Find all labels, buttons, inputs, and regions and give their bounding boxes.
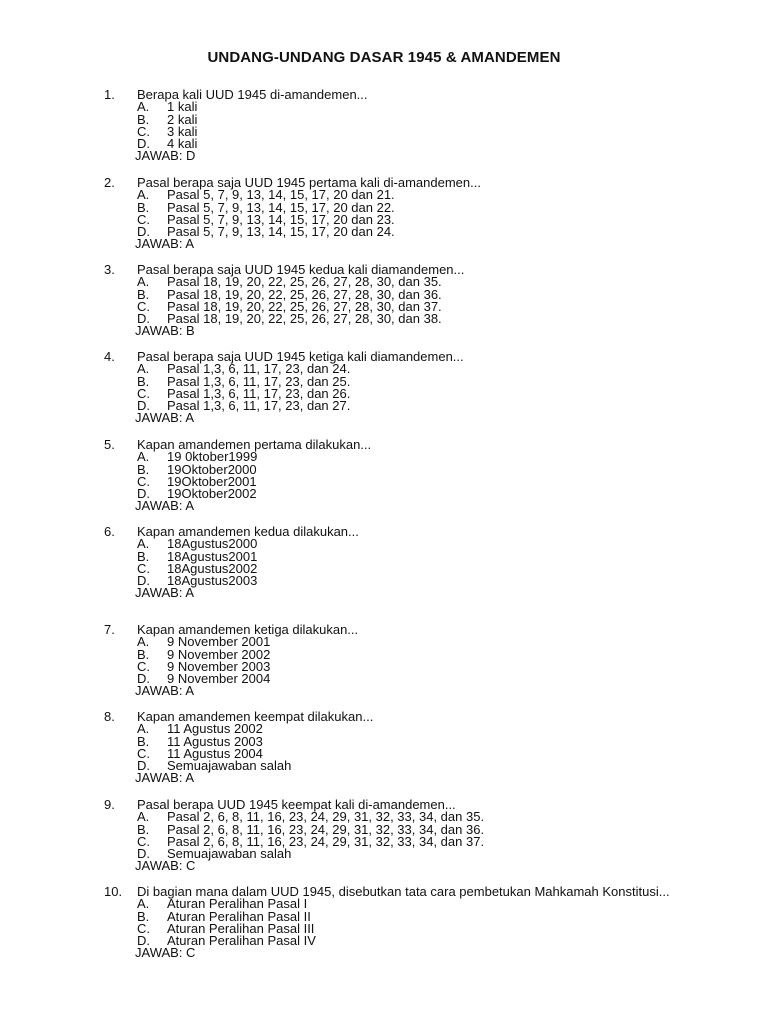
option-letter: D. — [137, 311, 150, 327]
option-letter: B. — [137, 199, 150, 215]
option-letter: A. — [137, 361, 150, 377]
option-d — [104, 488, 744, 500]
option-text: 9 November 2004 — [167, 671, 271, 687]
option-text: 19 0ktober1999 — [167, 449, 258, 465]
option-letter: D. — [137, 671, 150, 687]
option-text: 4 kali — [167, 136, 198, 152]
answer-text: JAWAB: A — [135, 683, 194, 699]
option-text: 11 Agustus 2003 — [167, 733, 263, 749]
question-number: 2. — [104, 175, 115, 190]
question-1 — [104, 89, 744, 163]
option-letter: D. — [137, 846, 150, 862]
option-letter: C. — [137, 920, 150, 936]
question-text: Kapan amandemen pertama dilakukan... — [137, 437, 372, 452]
question-9 — [104, 799, 744, 873]
option-letter: D. — [137, 573, 150, 589]
question-4 — [104, 351, 744, 425]
option-letter: D. — [137, 933, 150, 949]
option-text: Pasal 1,3, 6, 11, 17, 23, dan 26. — [167, 385, 351, 401]
option-letter: B. — [137, 548, 150, 564]
option-d — [104, 760, 744, 772]
question-text: Pasal berapa saja UUD 1945 ketiga kali diamandemen... — [137, 349, 464, 364]
option-letter: D. — [137, 398, 150, 414]
question-10 — [104, 886, 744, 960]
option-text: Pasal 2, 6, 8, 11, 16, 23, 24, 29, 31, 32, 33, 34, dan 37. — [167, 833, 485, 849]
question-number: 5. — [104, 437, 115, 452]
answer-line — [104, 685, 744, 697]
option-d — [104, 138, 744, 150]
option-letter: A. — [137, 536, 150, 552]
option-letter: D. — [137, 486, 150, 502]
option-letter: A. — [137, 721, 150, 737]
option-letter: B. — [137, 111, 150, 127]
answer-line — [104, 500, 744, 512]
option-letter: A. — [137, 809, 150, 825]
option-letter: D. — [137, 224, 150, 240]
answer-line — [104, 947, 744, 959]
option-d — [104, 400, 744, 412]
option-text: Semuajawaban salah — [167, 846, 292, 862]
option-text: 19Oktober2002 — [167, 486, 257, 502]
option-text: Aturan Peralihan Pasal I — [167, 896, 308, 912]
option-text: Pasal 1,3, 6, 11, 17, 23, dan 25. — [167, 373, 351, 389]
answer-line — [104, 238, 744, 250]
answer-text: JAWAB: B — [135, 323, 195, 339]
answer-text: JAWAB: C — [135, 945, 196, 961]
option-d — [104, 673, 744, 685]
option-text: Pasal 2, 6, 8, 11, 16, 23, 24, 29, 31, 32, 33, 34, dan 35. — [167, 809, 485, 825]
option-letter: A. — [137, 187, 150, 203]
option-text: 19Oktober2001 — [167, 473, 257, 489]
option-text: Pasal 5, 7, 9, 13, 14, 15, 17, 20 dan 23. — [167, 211, 395, 227]
answer-line — [104, 860, 744, 872]
option-d — [104, 575, 744, 587]
option-letter: B. — [137, 461, 150, 477]
answer-text: JAWAB: C — [135, 858, 196, 874]
option-letter: D. — [137, 758, 150, 774]
question-number: 6. — [104, 524, 115, 539]
option-text: 9 November 2003 — [167, 658, 271, 674]
option-text: Pasal 1,3, 6, 11, 17, 23, dan 24. — [167, 361, 351, 377]
option-text: 9 November 2002 — [167, 646, 271, 662]
question-text: Di bagian mana dalam UUD 1945, disebutkan tata cara pembetukan Mahkamah Konstitusi... — [137, 884, 670, 899]
option-letter: C. — [137, 473, 150, 489]
question-5 — [104, 439, 744, 513]
page-title: UNDANG-UNDANG DASAR 1945 & AMANDEMEN — [207, 49, 561, 66]
answer-text: JAWAB: A — [135, 498, 194, 514]
option-letter: C. — [137, 298, 150, 314]
option-letter: B. — [137, 646, 150, 662]
question-text: Pasal berapa UUD 1945 keempat kali di-amandemen... — [137, 797, 456, 812]
option-letter: C. — [137, 211, 150, 227]
option-text: Aturan Peralihan Pasal IV — [167, 933, 316, 949]
option-letter: A. — [137, 896, 150, 912]
option-letter: B. — [137, 733, 150, 749]
question-number: 7. — [104, 622, 115, 637]
option-letter: C. — [137, 560, 150, 576]
question-number: 3. — [104, 262, 115, 277]
answer-text: JAWAB: A — [135, 770, 194, 786]
option-text: 1 kali — [167, 99, 198, 115]
option-text: Semuajawaban salah — [167, 758, 292, 774]
answer-line — [104, 772, 744, 784]
option-text: Aturan Peralihan Pasal III — [167, 920, 315, 936]
option-d — [104, 935, 744, 947]
question-number: 8. — [104, 709, 115, 724]
option-letter: C. — [137, 123, 150, 139]
question-8 — [104, 711, 744, 785]
option-text: Pasal 18, 19, 20, 22, 25, 26, 27, 28, 30, dan 35. — [167, 274, 442, 290]
option-text: 2 kali — [167, 111, 198, 127]
option-text: Aturan Peralihan Pasal II — [167, 908, 311, 924]
answer-line — [104, 412, 744, 424]
option-a — [104, 101, 744, 113]
question-6 — [104, 526, 744, 600]
option-d — [104, 848, 744, 860]
question-text: Pasal berapa saja UUD 1945 kedua kali diamandemen... — [137, 262, 465, 277]
option-b — [104, 111, 744, 127]
option-letter: B. — [137, 286, 150, 302]
question-number: 9. — [104, 797, 115, 812]
question-2 — [104, 177, 744, 251]
question-3 — [104, 264, 744, 338]
option-text: 18Agustus2002 — [167, 560, 258, 576]
question-7 — [104, 624, 744, 698]
question-number: 4. — [104, 349, 115, 364]
option-d — [104, 226, 744, 238]
question-number: 10. — [104, 884, 123, 899]
question-text: Berapa kali UUD 1945 di-amandemen... — [137, 87, 368, 102]
answer-text: JAWAB: A — [135, 410, 194, 426]
question-text: Pasal berapa saja UUD 1945 pertama kali di-amandemen... — [137, 175, 481, 190]
answer-text: JAWAB: A — [135, 585, 194, 601]
option-letter: C. — [137, 833, 150, 849]
option-text: 18Agustus2000 — [167, 536, 258, 552]
option-letter: B. — [137, 373, 150, 389]
option-letter: C. — [137, 658, 150, 674]
option-letter: C. — [137, 385, 150, 401]
answer-text: JAWAB: D — [135, 148, 196, 164]
option-letter: A. — [137, 99, 150, 115]
option-text: Pasal 1,3, 6, 11, 17, 23, dan 27. — [167, 398, 351, 414]
option-letter: C. — [137, 745, 150, 761]
option-d — [104, 313, 744, 325]
option-text: 18Agustus2003 — [167, 573, 258, 589]
option-letter: A. — [137, 634, 150, 650]
option-letter: A. — [137, 274, 150, 290]
option-text: Pasal 5, 7, 9, 13, 14, 15, 17, 20 dan 24. — [167, 224, 395, 240]
option-text: Pasal 18, 19, 20, 22, 25, 26, 27, 28, 30, dan 37. — [167, 298, 442, 314]
option-c — [104, 123, 744, 139]
option-letter: B. — [137, 908, 150, 924]
question-text: Kapan amandemen kedua dilakukan... — [137, 524, 359, 539]
question-text: Kapan amandemen keempat dilakukan... — [137, 709, 374, 724]
question-number: 1. — [104, 87, 115, 102]
option-text: 11 Agustus 2002 — [167, 721, 263, 737]
option-letter: B. — [137, 821, 150, 837]
option-text: Pasal 5, 7, 9, 13, 14, 15, 17, 20 dan 21. — [167, 187, 395, 203]
option-text: 3 kali — [167, 123, 198, 139]
question-text: Kapan amandemen ketiga dilakukan... — [137, 622, 359, 637]
option-text: Pasal 18, 19, 20, 22, 25, 26, 27, 28, 30, dan 38. — [167, 311, 442, 327]
option-text: 9 November 2001 — [167, 634, 271, 650]
answer-line — [104, 587, 744, 599]
option-text: 11 Agustus 2004 — [167, 745, 263, 761]
option-text: Pasal 5, 7, 9, 13, 14, 15, 17, 20 dan 22. — [167, 199, 395, 215]
option-letter: A. — [137, 449, 150, 465]
answer-line — [104, 325, 744, 337]
option-text: Pasal 18, 19, 20, 22, 25, 26, 27, 28, 30, dan 36. — [167, 286, 442, 302]
option-text: 19Oktober2000 — [167, 461, 257, 477]
option-text: 18Agustus2001 — [167, 548, 258, 564]
answer-text: JAWAB: A — [135, 236, 194, 252]
answer-line — [104, 150, 744, 162]
option-text: Pasal 2, 6, 8, 11, 16, 23, 24, 29, 31, 32, 33, 34, dan 36. — [167, 821, 485, 837]
option-letter: D. — [137, 136, 150, 152]
